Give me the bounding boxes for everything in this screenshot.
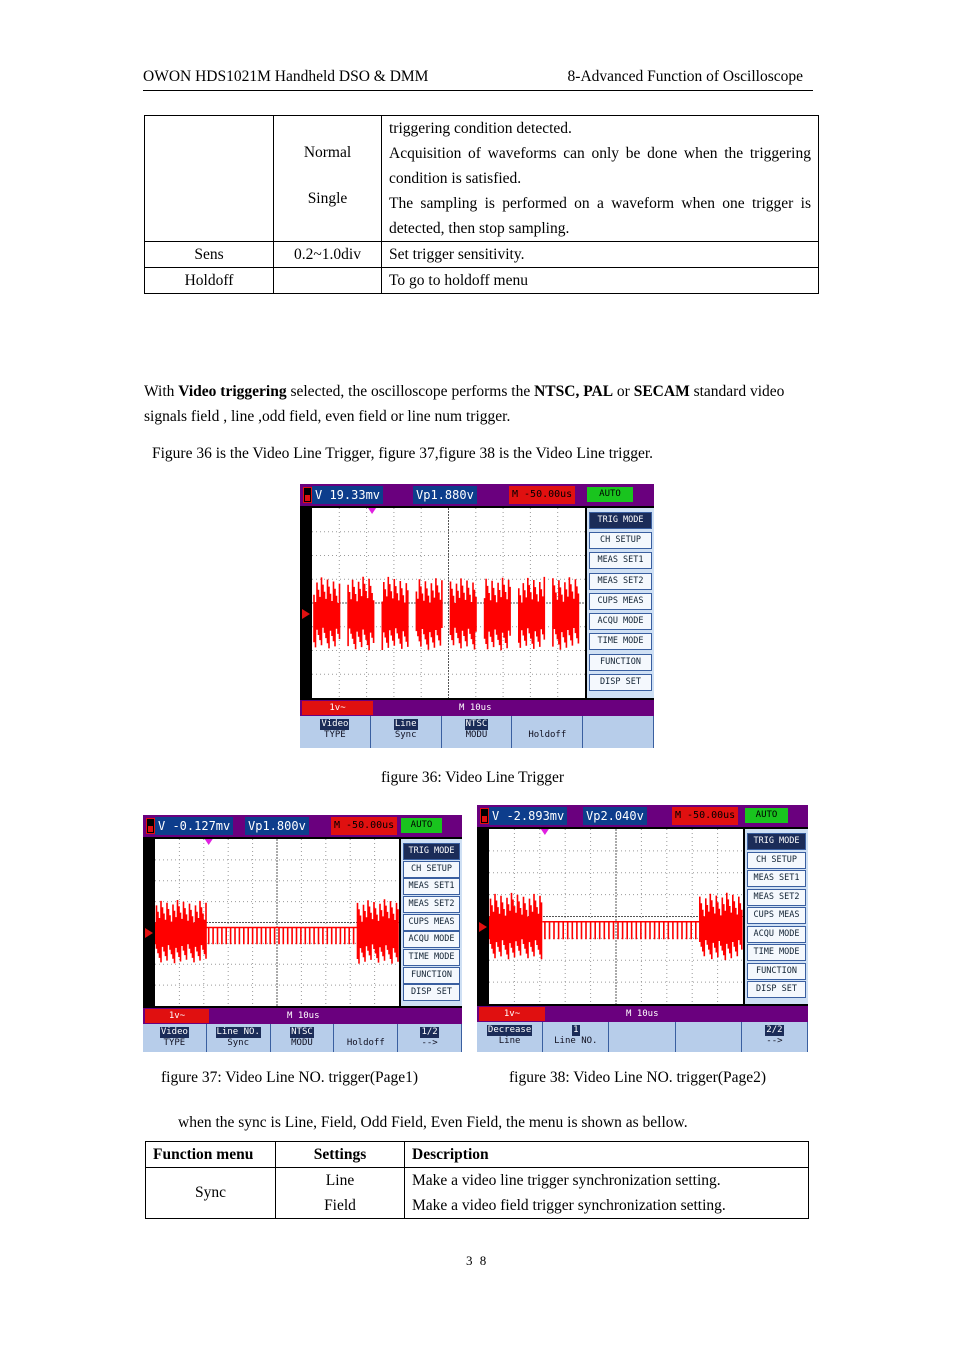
softkey-3[interactable]: NTSC MODU — [442, 716, 513, 748]
menu-item-cups-meas[interactable]: CUPS MEAS — [589, 593, 652, 610]
menu-item-acqu-mode[interactable]: ACQU MODE — [403, 931, 460, 948]
battery-icon — [480, 808, 489, 824]
waveform-sync-pulses — [542, 922, 699, 940]
caption-fig37: figure 37: Video Line NO. trigger(Page1) — [161, 1069, 419, 1086]
scope-screen-fig36 — [300, 484, 654, 748]
channel-scale: 1v~ — [145, 1009, 209, 1023]
menu-item-cups-meas[interactable]: CUPS MEAS — [747, 907, 806, 924]
channel-marker-icon — [145, 928, 153, 938]
waveform-burst — [553, 577, 579, 650]
softkey-bar — [477, 1022, 808, 1052]
softkey-5[interactable]: 1/2 --> — [398, 1024, 462, 1052]
menu-item-time-mode[interactable]: TIME MODE — [403, 949, 460, 966]
status-bar — [477, 1006, 808, 1022]
menu-item-function[interactable]: FUNCTION — [747, 963, 806, 980]
setting-field: Field — [324, 1197, 356, 1214]
menu-item-meas-set2[interactable]: MEAS SET2 — [747, 889, 806, 906]
menu-item-disp-set[interactable]: DISP SET — [747, 981, 806, 998]
menu-item-meas-set1[interactable]: MEAS SET1 — [747, 870, 806, 887]
waveform-burst — [358, 899, 399, 963]
menu-item-trig-mode[interactable]: TRIG MODE — [747, 833, 806, 850]
th-settings: Settings — [276, 1142, 405, 1168]
sync-label: Sync — [146, 1168, 276, 1219]
auto-badge: AUTO — [587, 487, 633, 502]
holdoff-setting — [274, 268, 382, 294]
softkey-3[interactable] — [609, 1022, 675, 1052]
waveform-display — [155, 839, 399, 1006]
battery-icon — [146, 818, 155, 834]
channel-marker-icon — [479, 922, 487, 932]
mode-single: Single — [307, 190, 348, 207]
waveform-burst — [314, 577, 340, 648]
sync-descriptions — [405, 1168, 809, 1219]
page-number: 3 8 — [466, 1253, 489, 1268]
trigger-position-marker — [205, 839, 213, 845]
mode-normal: Normal — [303, 144, 352, 161]
menu-item-meas-set2[interactable]: MEAS SET2 — [403, 896, 460, 913]
softkey-1[interactable]: Video TYPE — [143, 1024, 207, 1052]
trigger-settings-table — [144, 115, 819, 294]
channel-scale: 1v~ — [302, 701, 373, 715]
waveform-burst — [416, 578, 442, 650]
sens-range: 0.2~1.0div — [274, 242, 382, 268]
sens-desc: Set trigger sensitivity. — [382, 242, 819, 268]
menu-item-time-mode[interactable]: TIME MODE — [747, 944, 806, 961]
waveform-burst — [348, 577, 374, 651]
waveform-burst — [382, 577, 408, 650]
vpp-readout: Vp1.880v — [413, 486, 477, 504]
battery-icon — [303, 487, 312, 503]
softkey-1[interactable]: Decrease Line — [477, 1022, 543, 1052]
menu-item-meas-set1[interactable]: MEAS SET1 — [589, 552, 652, 569]
header-left: OWON HDS1021M Handheld DSO & DMM — [143, 68, 429, 85]
holdoff-desc: To go to holdoff menu — [382, 268, 819, 294]
waveform-burst — [155, 900, 206, 963]
softkey-4[interactable]: Holdoff — [334, 1024, 398, 1052]
th-function-menu: Function menu — [146, 1142, 276, 1168]
desc-field-trigger: Make a video field trigger synchronization setting. — [412, 1197, 726, 1214]
menu-item-trig-mode[interactable]: TRIG MODE — [589, 512, 652, 529]
menu-item-ch-setup[interactable]: CH SETUP — [403, 861, 460, 878]
waveform-svg — [312, 508, 585, 698]
softkey-2[interactable]: Line Sync — [371, 716, 442, 748]
menu-item-time-mode[interactable]: TIME MODE — [589, 633, 652, 650]
waveform-svg — [155, 839, 399, 1006]
status-bar — [300, 700, 654, 716]
timebase-readout: M 10us — [287, 1011, 320, 1021]
sens-label: Sens — [145, 242, 274, 268]
menu-item-disp-set[interactable]: DISP SET — [589, 674, 652, 691]
voltage-readout: V -2.893mv — [489, 807, 567, 825]
softkey-2[interactable]: 1 Line NO. — [543, 1022, 609, 1052]
waveform-burst — [485, 578, 511, 651]
vpp-readout: Vp2.040v — [583, 807, 647, 825]
voltage-readout: V 19.33mv — [312, 486, 383, 504]
trigger-time-readout: M -50.00us — [331, 817, 397, 835]
sync-menu-paragraph: when the sync is Line, Field, Odd Field, Even Field, the menu is shown as bellow. — [178, 1114, 688, 1131]
channel-scale: 1v~ — [479, 1007, 545, 1021]
table1-cell-empty — [145, 116, 274, 242]
softkey-4[interactable]: Holdoff — [512, 716, 583, 748]
waveform-display — [489, 829, 743, 1004]
softkey-5[interactable]: 2/2 --> — [742, 1022, 808, 1052]
scope-screen-fig37 — [143, 815, 462, 1052]
softkey-1[interactable]: Video TYPE — [300, 716, 371, 748]
waveform-burst — [519, 577, 545, 649]
timebase-readout: M 10us — [626, 1009, 659, 1019]
desc-line-0: triggering condition detected. — [389, 120, 572, 137]
header-right: 8-Advanced Function of Oscilloscope — [567, 68, 803, 85]
figure-intro-paragraph: Figure 36 is the Video Line Trigger, figure 37,figure 38 is the Video Line trigger. — [152, 445, 654, 462]
timebase-readout: M 10us — [459, 703, 492, 713]
menu-item-cups-meas[interactable]: CUPS MEAS — [403, 914, 460, 931]
menu-item-acqu-mode[interactable]: ACQU MODE — [747, 926, 806, 943]
menu-item-acqu-mode[interactable]: ACQU MODE — [589, 613, 652, 630]
trigger-time-readout: M -50.00us — [509, 486, 575, 504]
table1-desc-cell — [382, 116, 819, 242]
menu-item-function[interactable]: FUNCTION — [589, 654, 652, 671]
menu-item-trig-mode[interactable]: TRIG MODE — [403, 843, 460, 860]
trigger-position-marker — [541, 829, 549, 835]
scope-screen-fig38 — [477, 805, 808, 1052]
side-menu — [401, 839, 462, 1006]
sync-settings — [276, 1168, 405, 1219]
menu-item-ch-setup[interactable]: CH SETUP — [589, 532, 652, 549]
waveform-burst — [489, 893, 542, 959]
trigger-time-readout: M -50.00us — [672, 807, 738, 825]
menu-item-meas-set2[interactable]: MEAS SET2 — [589, 573, 652, 590]
waveform-display — [312, 508, 585, 698]
softkey-bar — [300, 716, 654, 748]
softkey-2[interactable]: Line NO. Sync — [207, 1024, 271, 1052]
waveform-burst — [451, 578, 477, 649]
menu-item-disp-set[interactable]: DISP SET — [403, 984, 460, 1001]
desc-line-2: The sampling is performed on a waveform when one trigger is detected, then stop sampling. — [389, 195, 811, 237]
softkey-3[interactable]: NTSC MODU — [271, 1024, 335, 1052]
page-header — [143, 68, 813, 91]
channel-marker-icon — [302, 609, 310, 619]
side-menu — [587, 508, 654, 698]
menu-item-ch-setup[interactable]: CH SETUP — [747, 852, 806, 869]
desc-line-trigger: Make a video line trigger synchronization setting. — [412, 1172, 721, 1189]
caption-fig38: figure 38: Video Line NO. trigger(Page2) — [509, 1069, 767, 1086]
softkey-bar — [143, 1024, 462, 1052]
auto-badge: AUTO — [401, 818, 442, 833]
caption-fig36: figure 36: Video Line Trigger — [381, 769, 565, 786]
waveform-sync-pulses — [206, 928, 357, 945]
side-menu — [745, 829, 808, 1004]
waveform-burst — [700, 893, 742, 960]
status-bar — [143, 1008, 462, 1024]
vpp-readout: Vp1.800v — [245, 817, 309, 835]
waveform-svg — [489, 829, 743, 1004]
sync-function-table — [145, 1141, 809, 1219]
holdoff-label: Holdoff — [145, 268, 274, 294]
video-trigger-paragraph: With Video triggering selected, the oscilloscope performs the NTSC, PAL or SECAM standard video signals field , line ,odd field, even field or line num trigger. — [144, 383, 785, 425]
menu-item-function[interactable]: FUNCTION — [403, 967, 460, 984]
menu-item-meas-set1[interactable]: MEAS SET1 — [403, 878, 460, 895]
setting-line: Line — [325, 1172, 355, 1189]
trigger-position-marker — [368, 508, 376, 514]
softkey-4[interactable] — [676, 1022, 742, 1052]
softkey-5[interactable] — [583, 716, 654, 748]
desc-line-1: Acquisition of waveforms can only be done when the triggering condition is satisfied. — [389, 145, 811, 187]
voltage-readout: V -0.127mv — [155, 817, 233, 835]
table1-mode-cell — [274, 116, 382, 242]
auto-badge: AUTO — [745, 808, 788, 823]
th-description: Description — [405, 1142, 809, 1168]
